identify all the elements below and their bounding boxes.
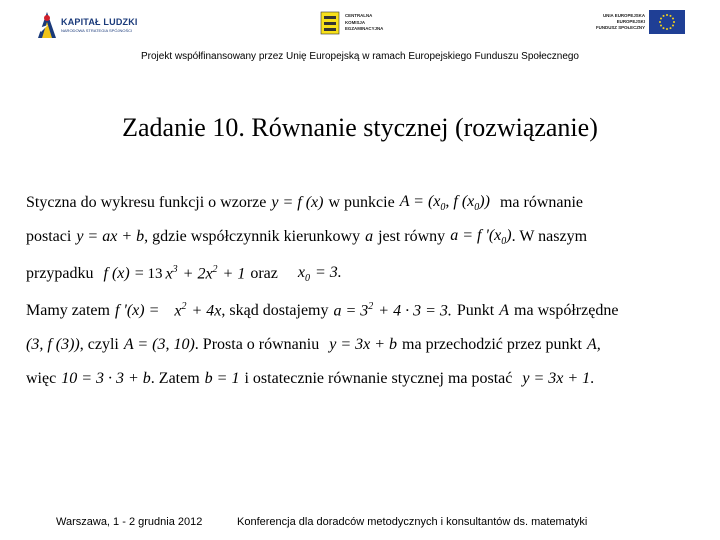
kapital-ludzki-emblem-icon [36, 10, 58, 40]
kapital-ludzki-name: KAPITAŁ LUDZKI [61, 17, 138, 27]
text: Mamy zatem [26, 302, 110, 319]
kapital-ludzki-subtitle: NARODOWA STRATEGIA SPÓJNOŚCI [61, 28, 133, 33]
eu-flag-icon [649, 10, 685, 34]
solution-line-4 [26, 294, 696, 328]
formula: a [365, 228, 374, 245]
formula: f (x) = [103, 265, 145, 282]
text: w punkcie [328, 194, 395, 211]
formula: y = 3x + 1 [522, 370, 591, 387]
solution-line-3 [26, 254, 696, 294]
text: . W naszym [511, 228, 588, 245]
text: . Zatem [150, 370, 200, 387]
cke-emblem-icon [320, 10, 340, 36]
text: więc [26, 370, 57, 387]
text: ma równanie [499, 194, 584, 211]
solution-line-2 [26, 220, 696, 254]
formula: A, [586, 336, 601, 353]
cke-logo-line-1: CENTRALNA [345, 13, 373, 19]
fraction: 13 [147, 266, 163, 282]
formula: $A = (x_0$, f $(x_0)$) [399, 192, 490, 214]
formula: $a = 3^2 + 4 \cdot 3 = 3$. [333, 301, 452, 320]
cke-logo [320, 10, 383, 36]
formula: a = f '$(x_0)$ [450, 226, 512, 248]
text: postaci [26, 228, 72, 245]
formula: y = ax + b [76, 228, 145, 245]
cke-logo-line-2: KOMISJA [345, 19, 366, 25]
text: , skąd dostajemy [221, 302, 329, 319]
text: przypadku [26, 265, 94, 282]
formula: y = f (x) [271, 194, 324, 211]
project-funding-note: Projekt współfinansowany przez Unię Europejską w ramach Europejskiego Funduszu Społecznego [140, 51, 579, 62]
formula: (3, f (3)) [26, 336, 80, 353]
formula: $x_0 = 3$. [297, 263, 342, 285]
eu-logo [596, 10, 685, 34]
text: i ostatecznie równanie stycznej ma postać [244, 370, 513, 387]
formula: A = (3, 10) [123, 336, 195, 353]
solution-line-1 [26, 186, 696, 220]
text: Styczna do wykresu funkcji o wzorze [26, 194, 267, 211]
eu-logo-line-3: FUNDUSZ SPOŁECZNY [596, 25, 646, 30]
formula: $x^3 + 2x^2 + 1$ [165, 264, 246, 283]
text: ma przechodzić przez punkt [402, 336, 582, 353]
footer-conference-name: Konferencja dla doradców metodycznych i konsultantów ds. matematyki [237, 516, 588, 528]
text: jest równy [378, 228, 446, 245]
formula: $x^2 + 4x$ [174, 301, 222, 320]
solution-line-5 [26, 328, 696, 362]
text: , gdzie współczynnik kierunkowy [144, 228, 361, 245]
text: oraz [250, 265, 278, 282]
text: ma współrzędne [514, 302, 619, 319]
text: Punkt [456, 302, 495, 319]
eu-logo-line-2: EUROPEJSKI [616, 19, 646, 24]
formula: 10 = 3 · 3 + b [61, 370, 151, 387]
formula: A [499, 302, 510, 319]
formula: f '(x) = [114, 302, 160, 319]
solution-text [26, 186, 696, 396]
solution-line-6 [26, 362, 696, 396]
formula: y = 3x + b [329, 336, 398, 353]
formula: b = 1 [204, 370, 240, 387]
text: . Prosta o równaniu [194, 336, 320, 353]
kapital-ludzki-logo [36, 10, 138, 40]
text: , czyli [79, 336, 119, 353]
eu-logo-line-1: UNIA EUROPEJSKA [602, 13, 646, 18]
page-title: Zadanie 10. Równanie stycznej (rozwiązanie) [122, 113, 598, 142]
cke-logo-line-3: EGZAMINACYJNA [345, 26, 384, 32]
footer-location-date: Warszawa, 1 - 2 grudnia 2012 [56, 516, 203, 528]
text: . [590, 370, 595, 387]
